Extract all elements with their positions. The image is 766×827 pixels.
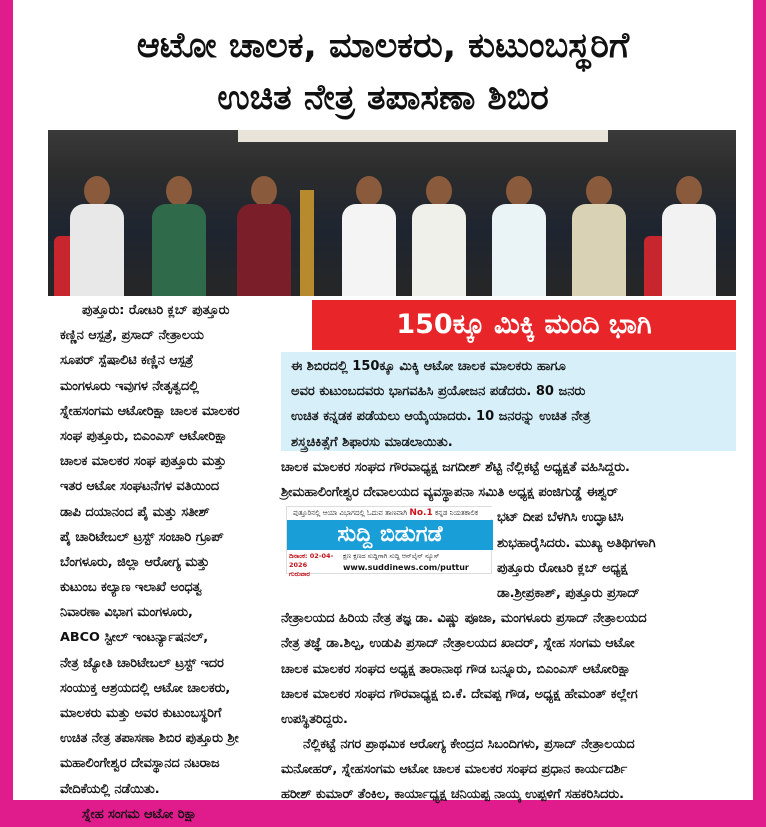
- article-line: ನೆಲ್ಲಿಕಟ್ಟೆ ನಗರ ಪ್ರಾಥಮಿಕ ಆರೋಗ್ಯ ಕೇಂದ್ರದ ಸಿಬಂದಿಗಳು, ಪ್ರಸಾದ್ ನೇತ್ರಾಲಯದ: [303, 737, 635, 753]
- article-line: ಸ್ನೇಹ ಸಂಗಮ ಆಟೋ ರಿಕ್ಷಾ: [82, 806, 197, 822]
- article-line: ನೇತ್ರ ಜ್ಯೋತಿ ಚಾರಿಟೇಬಲ್ ಟ್ರಸ್ಟ್ ಇದರ: [60, 655, 224, 671]
- stage-banner: [238, 130, 608, 142]
- person: [233, 166, 295, 296]
- article-line: ಡಾಪಿ ದಯಾನಂದ ಪೈ ಮತ್ತು ಸತೀಶ್: [60, 504, 210, 520]
- article-line: ಚಾಲಕ ಮಾಲಕರ ಸಂಘದ ಅಧ್ಯಕ್ಷ ತಾರಾನಾಥ ಗೌಡ ಬನ್ನೂರು, ಬಿಎಂಎಸ್ ಆಟೋರಿಕ್ಷಾ: [281, 661, 631, 677]
- article-line: ಶುಭಹಾರೈಸಿದರು. ಮುಖ್ಯ ಅತಿಥಿಗಳಾಗಿ: [497, 535, 656, 551]
- article-line: ABCO ಸ್ಟೀಲ್ ಇಂಟರ್ನ್ಯಾಷನಲ್,: [60, 630, 209, 646]
- article-line: ಸೂಪರ್ ಸ್ಪೆಷಾಲಿಟಿ ಕಣ್ಣಿನ ಆಸ್ಪತ್ರೆ: [60, 353, 194, 369]
- article-line: ಬೆಂಗಳೂರು, ಜಿಲ್ಲಾ ಆರೋಗ್ಯ ಮತ್ತು: [60, 554, 210, 570]
- article-line: ಪೈ ಚಾರಿಟೇಬಲ್ ಟ್ರಸ್ಟ್ ಸಂಚಾರಿ ಗ್ರೂಪ್: [60, 529, 224, 545]
- brass-lamp: [300, 190, 314, 296]
- summary-line: ಅವರ ಕುಟುಂಬದವರು ಭಾಗವಹಿಸಿ ಪ್ರಯೋಜನ ಪಡೆದರು. 80 ಜನರು: [291, 384, 586, 400]
- subheadline: 150ಕ್ಕೂ ಮಿಕ್ಕಿ ಮಂದಿ ಭಾಗಿ: [312, 300, 736, 350]
- logo-top-strip: [287, 507, 493, 519]
- summary-line: ಉಚಿತ ಕನ್ನಡಕ ಪಡೆಯಲು ಆಯ್ಕೆಯಾದರು. 10 ಜನರನ್ನು ಉಚಿತ ನೇತ್ರ: [291, 409, 591, 425]
- left-article-column: [60, 298, 277, 827]
- article-line: ಚಾಲಕ ಮಾಲಕರ ಸಂಘದ ಗೌರವಾಧ್ಯಕ್ಷ ಜಗದೀಶ್ ಶೆಟ್ಟಿ ನೆಲ್ಲಿಕಟ್ಟೆ ಅಧ್ಯಕ್ಷತೆ ವಹಿಸಿದ್ದರು.: [281, 460, 630, 475]
- sudd-bidugade-logo: [286, 506, 492, 578]
- article-line: ಕಣ್ಣಿನ ಆಸ್ಪತ್ರೆ, ಪ್ರಸಾದ್ ನೇತ್ರಾಲಯ: [60, 328, 204, 344]
- article-line: ಮಹಾಲಿಂಗೇಶ್ವರ ದೇವಸ್ಥಾನದ ನಟರಾಜ: [60, 756, 220, 772]
- article-line: ಸಂಘ ಪುತ್ತೂರು, ಬಿಎಂಎಸ್ ಆಟೋರಿಕ್ಷಾ: [60, 428, 228, 444]
- logo-date-text: ದಿನಾಂಕ: 02-04-2026: [289, 552, 334, 569]
- article-line: ಕುಟುಂಬ ಕಲ್ಯಾಣ ಇಲಾಖೆ ಅಂಧತ್ವ: [60, 580, 202, 596]
- article-line: ಸಂಯುಕ್ತ ಆಶ್ರಯದಲ್ಲಿ ಆಟೋ ಚಾಲಕರು,: [60, 680, 231, 696]
- article-line: ಉಚಿತ ನೇತ್ರ ತಪಾಸಣಾ ಶಿಬಿರ ಪುತ್ತೂರು ಶ್ರೀ: [60, 731, 239, 747]
- article-line: ಶ್ರೀಮಹಾಲಿಂಗೇಶ್ವರ ದೇವಾಲಯದ ವ್ಯವಸ್ಥಾಪನಾ ಸಮಿತಿ ಅಧ್ಯಕ್ಷ ಪಂಜಿಗುಡ್ಡೆ ಈಶ್ವರ್: [281, 485, 618, 501]
- article-line: ಹರೀಶ್ ಕುಮಾರ್ ತೆಂಕಿಲ, ಕಾರ್ಯಾಧ್ಯಕ್ಷ ಚನಿಯಪ್ಪ ನಾಯ್ಕ ಉಪ್ಪಳಿಗೆ ಸಹಕರಿಸಿದರು.: [281, 787, 624, 803]
- logo-brand-name: ಸುದ್ದಿ ಬಿಡುಗಡೆ: [287, 520, 493, 550]
- summary-line: ಶಸ್ತ್ರಚಿಕಿತ್ಸೆಗೆ ಶಿಫಾರಸು ಮಾಡಲಾಯಿತು.: [291, 434, 453, 450]
- article-line: ಭಟ್ ದೀಪ ಬೆಳಗಿಸಿ ಉದ್ಘಾಟಿಸಿ: [497, 510, 624, 526]
- logo-day-text: ಗುರುವಾರ: [289, 570, 310, 578]
- logo-strip-text: ಪುತ್ತೂರಿನಲ್ಲಿ ಆಯಾ ವಿಭಾಗದಲ್ಲಿ ಓದುವ ತಾಣವಾಗಿ: [293, 509, 408, 517]
- article-line: ನೇತ್ರಾಲಯದ ಹಿರಿಯ ನೇತ್ರ ತಜ್ಞ ಡಾ. ವಿಷ್ಣು ಪೂಜಾ, ಮಂಗಳೂರು ಪ್ರಸಾದ್ ನೇತ್ರಾಲಯದ: [281, 611, 647, 627]
- logo-no1-badge: No.1: [409, 508, 433, 518]
- article-line: ಪುತ್ತೂರು: ರೋಟರಿ ಕ್ಲಬ್ ಪುತ್ತೂರು: [82, 303, 230, 318]
- article-line: ನೇತ್ರ ತಜ್ಞೆ ಡಾ.ಶಿಲ್ಪ, ಉಡುಪಿ ಪ್ರಸಾದ್ ನೇತ್ರಾಲಯದ ಖಾದರ್, ಸ್ನೇಹ ಸಂಗಮ ಆಟೋ: [281, 636, 635, 652]
- headline: [13, 20, 753, 124]
- article-line: ಮನೋಹರ್, ಸ್ನೇಹಸಂಗಮ ಆಟೋ ಚಾಲಕ ಮಾಲಕರ ಸಂಘದ ಪ್ರಧಾನ ಕಾರ್ಯದರ್ಶಿ: [281, 762, 628, 778]
- article-line: ಮಾಲಕರು ಮತ್ತು ಅವರ ಕುಟುಂಬಸ್ಥರಿಗೆ: [60, 706, 222, 721]
- logo-strip-tail: ಕನ್ನಡ ನಿಯತಕಾಲಿಕ: [434, 509, 478, 517]
- person: [408, 166, 470, 296]
- article-line: ಸ್ನೇಹಸಂಗಮ ಆಟೋರಿಕ್ಷಾ ಚಾಲಕ ಮಾಲಕರ: [60, 403, 240, 419]
- article-line: ವೇದಿಕೆಯಲ್ಲಿ ನಡೆಯಿತು.: [60, 781, 160, 797]
- summary-line: ಈ ಶಿಬಿರದಲ್ಲಿ 150ಕ್ಕೂ ಮಿಕ್ಕಿ ಆಟೋ ಚಾಲಕ ಮಾಲಕರು ಹಾಗೂ: [291, 359, 566, 374]
- person: [568, 166, 630, 296]
- summary-box: [281, 352, 736, 451]
- article-line: ಪುತ್ತೂರು ರೋಟರಿ ಕ್ಲಬ್ ಅಧ್ಯಕ್ಷ: [497, 560, 628, 576]
- headline-line-2: ಉಚಿತ ನೇತ್ರ ತಪಾಸಣಾ ಶಿಬಿರ: [217, 78, 549, 118]
- article-line: ಉಪಸ್ಥಿತರಿದ್ದರು.: [281, 711, 348, 727]
- person: [658, 166, 720, 296]
- article-line: ಮಂಗಳೂರು ಇವುಗಳ ನೇತೃತ್ವದಲ್ಲಿ: [60, 378, 199, 394]
- event-photo: [48, 130, 736, 296]
- logo-date: [289, 552, 339, 579]
- logo-tagline: ಕ್ಷಣ ಕ್ಷಣದ ಸುದ್ದಿಗಾಗಿ ಸುದ್ದಿ ಆನ್‌ಲೈನ್ ನ್ಯೂಸ್: [343, 552, 440, 560]
- person: [338, 166, 400, 296]
- headline-line-1: ಆಟೋ ಚಾಲಕ, ಮಾಲಕರು, ಕುಟುಂಬಸ್ಥರಿಗೆ: [136, 26, 630, 66]
- article-line: ಚಾಲಕ ಮಾಲಕರ ಸಂಘದ ಗೌರವಾಧ್ಯಕ್ಷ ಬಿ.ಕೆ. ದೇವಪ್ಪ ಗೌಡ, ಅಧ್ಯಕ್ಷ ಹೇಮಂತ್ ಕಲ್ಲೇಗ: [281, 686, 638, 702]
- article-line: ನಿವಾರಣಾ ವಿಭಾಗ ಮಂಗಳೂರು,: [60, 605, 193, 621]
- logo-url: www.suddinews.com/puttur: [343, 563, 469, 572]
- article-line: ಇತರ ಆಟೋ ಸಂಘಟನೆಗಳ ವತಿಯಿಂದ: [60, 479, 220, 495]
- article-line: ಡಾ.ಶ್ರೀಪ್ರಕಾಶ್, ಪುತ್ತೂರು ಪ್ರಸಾದ್: [497, 585, 640, 601]
- newspaper-page: [13, 0, 753, 822]
- article-line: ಚಾಲಕ ಮಾಲಕರ ಸಂಘ ಪುತ್ತೂರು ಮತ್ತು: [60, 454, 227, 470]
- person: [488, 166, 550, 296]
- person: [148, 166, 210, 296]
- person: [66, 166, 128, 296]
